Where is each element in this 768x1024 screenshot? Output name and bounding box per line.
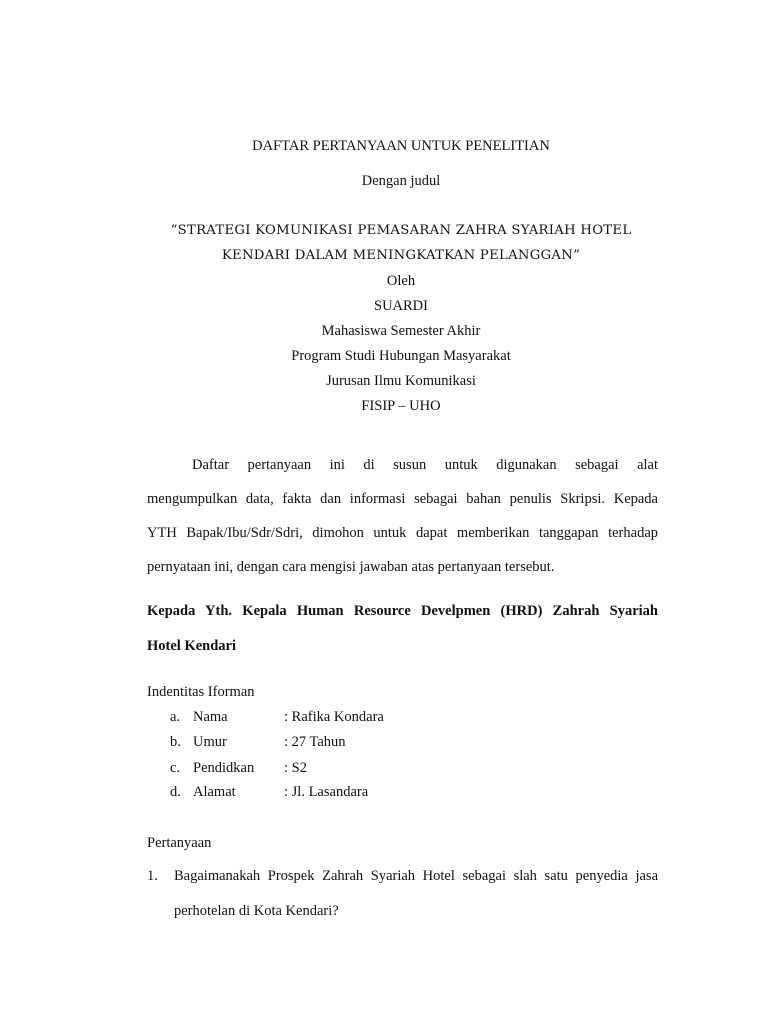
author-name: SUARDI: [374, 298, 428, 314]
row-value: : Rafika Kondara: [284, 709, 384, 725]
row-letter: c.: [170, 760, 181, 776]
row-letter: d.: [170, 784, 181, 800]
intro-line-1: Daftar pertanyaan ini di susun untuk digunakan sebagai alat: [192, 457, 658, 473]
row-label: Umur: [193, 734, 227, 750]
department: Jurusan Ilmu Komunikasi: [326, 373, 476, 389]
research-title-line-1: “STRATEGI KOMUNIKASI PEMASARAN ZAHRA SYARIAH HOTEL: [170, 223, 632, 238]
research-title-line-2: KENDARI DALAM MENINGKATKAN PELANGGAN”: [221, 248, 581, 263]
intro-line-2: mengumpulkan data, fakta dan informasi sebagai bahan penulis Skripsi. Kepada: [147, 491, 658, 507]
study-program: Program Studi Hubungan Masyarakat: [291, 348, 511, 364]
row-value: : 27 Tahun: [284, 734, 346, 750]
row-value: : S2: [284, 760, 307, 776]
row-letter: a.: [170, 709, 181, 725]
question-line-1: Bagaimanakah Prospek Zahrah Syariah Hotel sebagai slah satu penyedia jasa: [174, 868, 658, 884]
row-label: Alamat: [193, 784, 236, 800]
questions-heading: Pertanyaan: [147, 835, 212, 851]
row-label: Nama: [193, 709, 228, 725]
intro-line-4: pernyataan ini, dengan cara mengisi jawaban atas pertanyaan tersebut.: [147, 559, 555, 575]
faculty: FISIP – UHO: [361, 398, 441, 414]
recipient-line-1: Kepada Yth. Kepala Human Resource Develpmen (HRD) Zahrah Syariah: [147, 603, 658, 619]
document-title: DAFTAR PERTANYAAN UNTUK PENELITIAN: [252, 138, 550, 154]
row-letter: b.: [170, 734, 181, 750]
row-label: Pendidkan: [193, 760, 255, 776]
intro-line-3: YTH Bapak/Ibu/Sdr/Sdri, dimohon untuk dapat memberikan tanggapan terhadap: [147, 525, 658, 541]
informant-heading: Indentitas Iforman: [147, 684, 255, 700]
student-status: Mahasiswa Semester Akhir: [321, 323, 481, 339]
subtitle: Dengan judul: [361, 173, 441, 189]
question-number: 1.: [147, 868, 158, 884]
by-label: Oleh: [386, 273, 416, 289]
row-value: : Jl. Lasandara: [284, 784, 369, 800]
recipient-line-2: Hotel Kendari: [147, 638, 237, 654]
question-line-2: perhotelan di Kota Kendari?: [174, 903, 339, 919]
